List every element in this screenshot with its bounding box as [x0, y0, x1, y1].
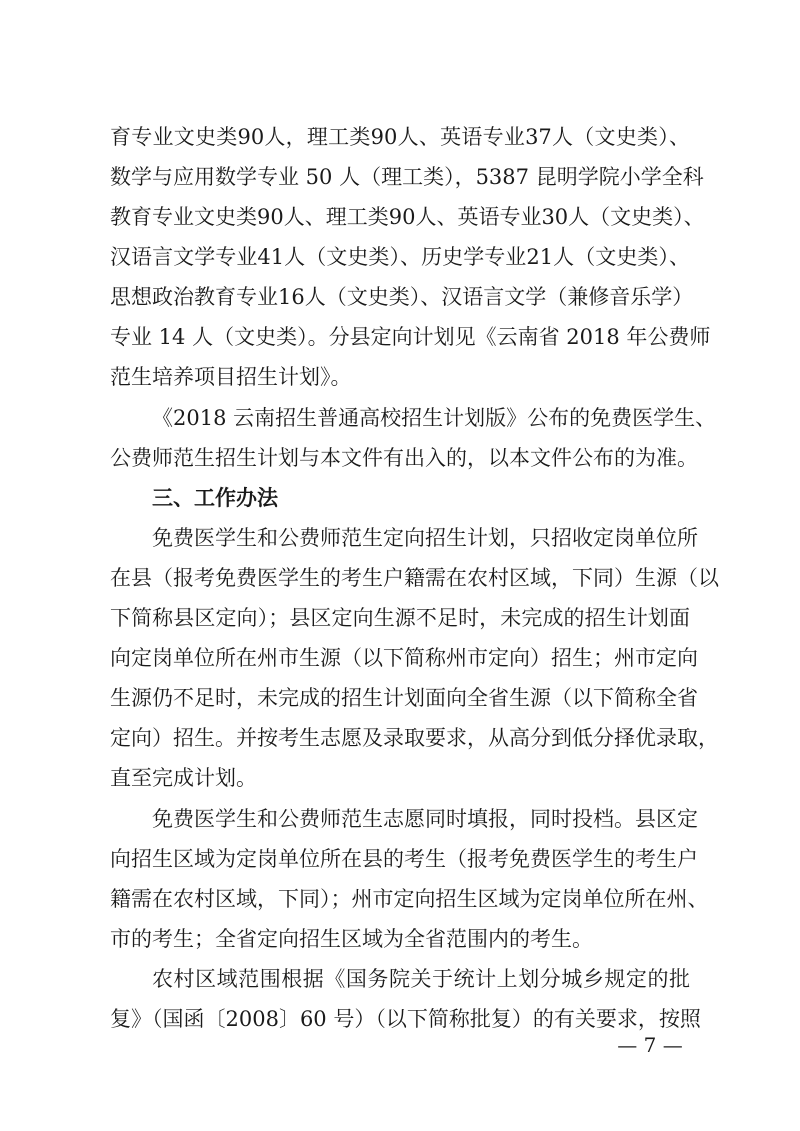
text-line: 范生培养项目招生计划》。 — [110, 365, 352, 389]
text-line: 籍需在农村区域，下同）；州市定向招生区域为定岗单位所在州、 — [110, 887, 709, 911]
text-line: 下简称县区定向）；县区定向生源不足时，未完成的招生计划面 — [110, 606, 690, 630]
text-line: 定向）招生。并按考生志愿及录取要求，从高分到低分择优录取， — [110, 726, 719, 750]
text-line: 专业 14 人（文史类）。分县定向计划见《云南省 2018 年公费师 — [110, 325, 711, 349]
text-line: 汉语言文学专业41人（文史类）、历史学专业21人（文史类）、 — [110, 245, 690, 269]
text-line: 向定岗单位所在州市生源（以下简称州市定向）招生；州市定向 — [110, 646, 698, 670]
text-line: 复》（国函〔2008〕60 号）（以下简称批复）的有关要求，按照 — [110, 1007, 701, 1031]
text-line: 免费医学生和公费师范生志愿同时填报，同时投档。县区定 — [152, 807, 698, 831]
text-line: 教育专业文史类90人、理工类90人、英语专业30人（文史类）、 — [110, 205, 705, 229]
text-line: 《2018 云南招生普通高校招生计划版》公布的免费医学生、 — [152, 406, 717, 430]
text-line: 思想政治教育专业16人（文史类）、汉语言文学（兼修音乐学） — [110, 285, 694, 309]
text-line: 直至完成计划。 — [110, 766, 257, 790]
text-line: 在县（报考免费医学生的考生户籍需在农村区域，下同）生源（以 — [110, 566, 719, 590]
text-line: 市的考生；全省定向招生区域为全省范围内的考生。 — [110, 927, 593, 951]
text-line: 数学与应用数学专业 50 人（理工类），5387 昆明学院小学全科 — [110, 165, 704, 189]
text-line: 公费师范生招生计划与本文件有出入的，以本文件公布的为准。 — [110, 446, 698, 470]
text-line: 免费医学生和公费师范生定向招生计划，只招收定岗单位所 — [152, 526, 698, 550]
text-line: 生源仍不足时，未完成的招生计划面向全省生源（以下简称全省 — [110, 686, 698, 710]
text-line: 向招生区域为定岗单位所在县的考生（报考免费医学生的考生户 — [110, 847, 698, 871]
section-heading: 三、工作办法 — [152, 486, 278, 510]
text-line: 农村区域范围根据《国务院关于统计上划分城乡规定的批 — [152, 967, 690, 991]
page-number: — 7 — — [617, 1033, 683, 1057]
text-line: 育专业文史类90人，理工类90人、英语专业37人（文史类）、 — [110, 125, 690, 149]
